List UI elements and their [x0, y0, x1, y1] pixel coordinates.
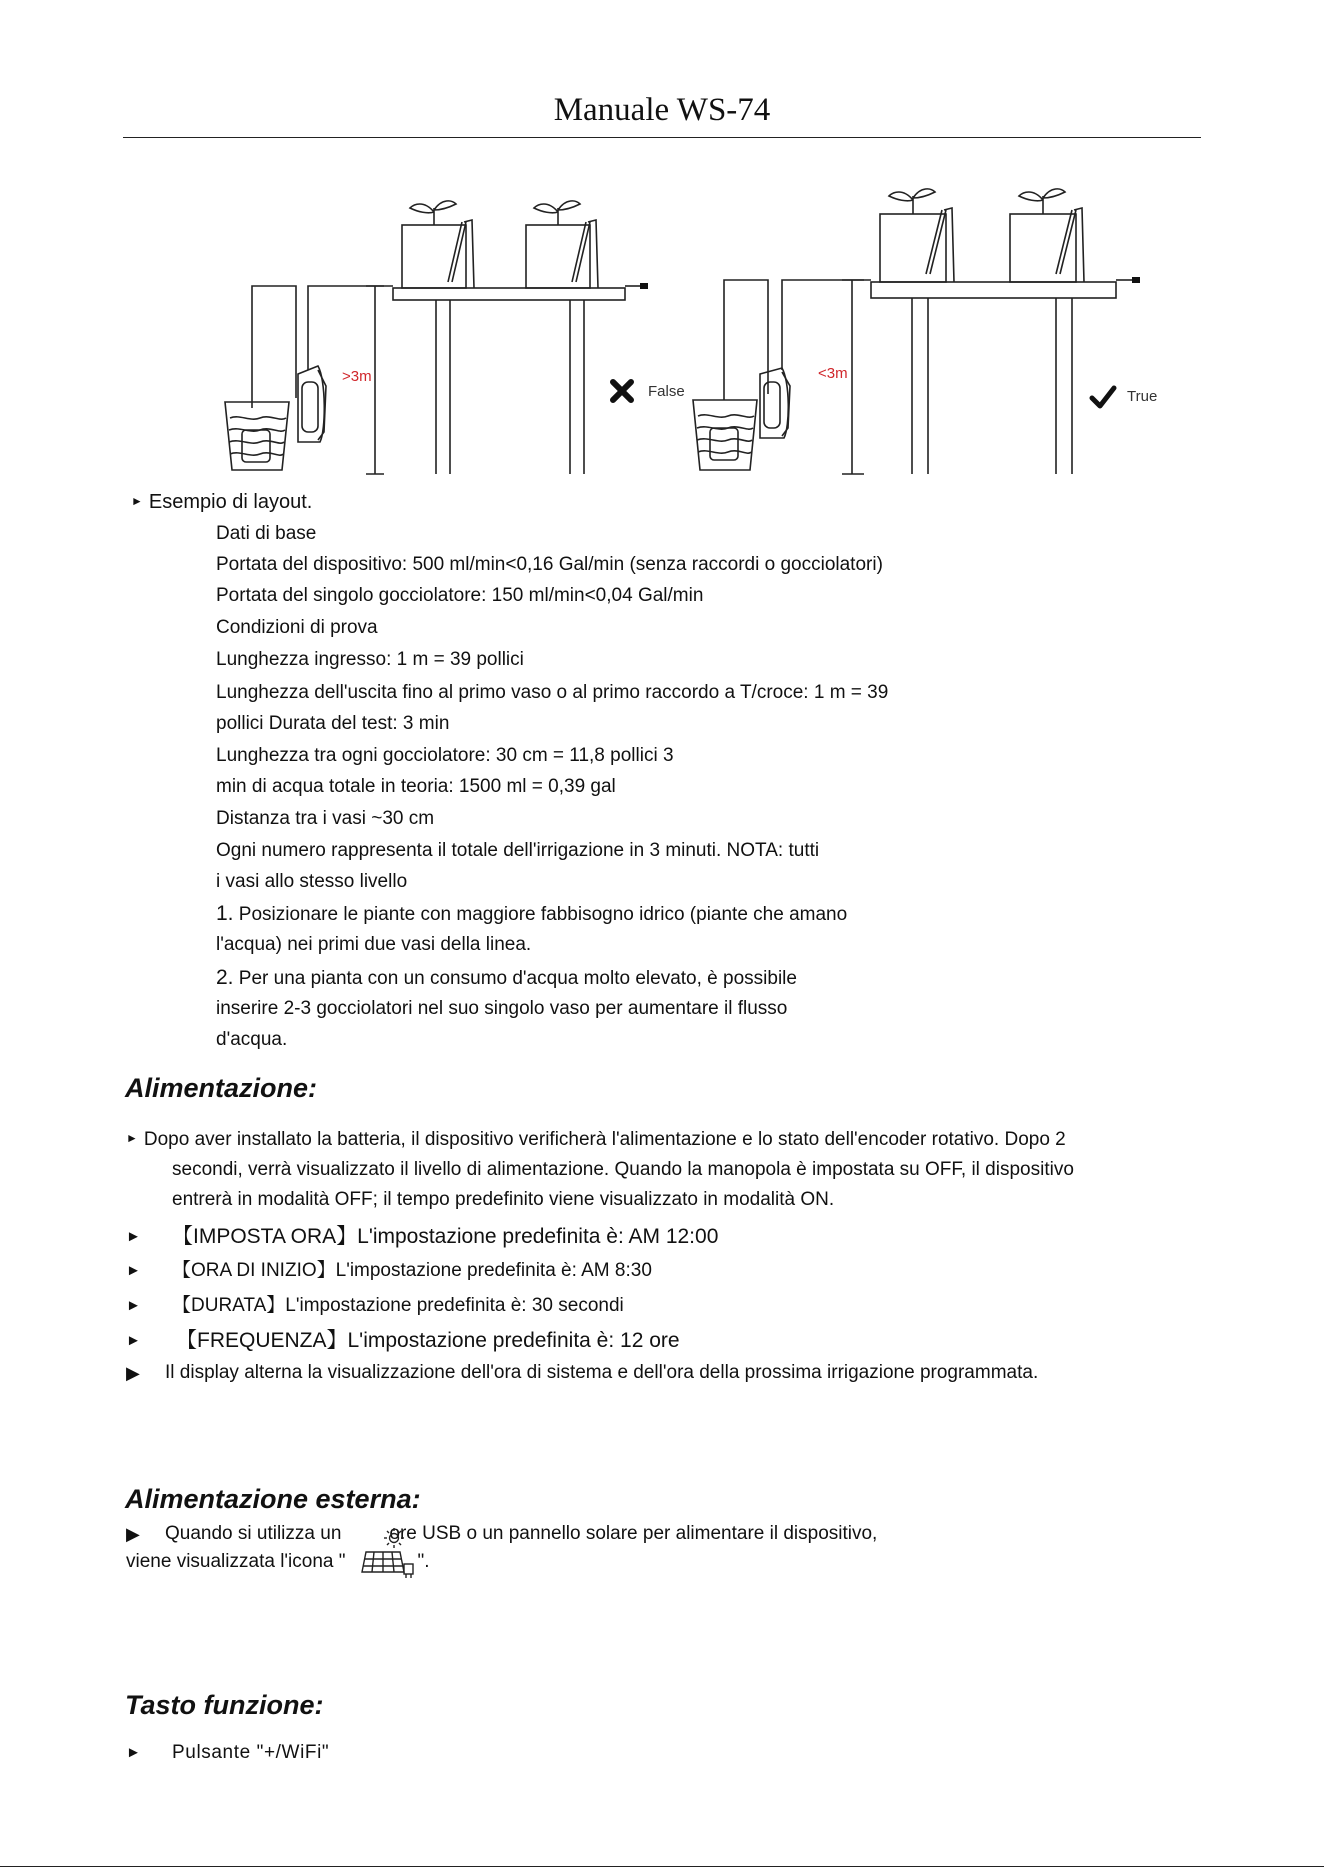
external-power-icon-line: viene visualizzata l'icona " ". — [126, 1551, 430, 1572]
triangle-bullet-icon: ▶ — [126, 1524, 140, 1544]
water-bucket-icon — [225, 402, 289, 470]
left-tubing — [252, 286, 640, 474]
power-paragraph-cont: secondi, verrà visualizzato il livello di alimentazione. Quando la manopola è impostata su OFF, il dispositivo — [172, 1159, 1074, 1180]
left-table — [393, 288, 625, 474]
info-line: Distanza tra i vasi ~30 cm — [216, 808, 435, 829]
solar-panel-icon — [358, 1526, 420, 1593]
tip-1-cont: l'acqua) nei primi due vasi della linea. — [216, 934, 532, 955]
triangle-bullet-icon: ► — [126, 1332, 141, 1349]
info-line: Lunghezza ingresso: 1 m = 39 pollici — [216, 649, 524, 670]
layout-example-bullet: ► Esempio di layout. — [131, 491, 313, 513]
info-line: Portata del singolo gocciolatore: 150 ml/min<0,04 Gal/min — [216, 585, 704, 606]
section-heading-power: Alimentazione: — [125, 1073, 318, 1103]
header-divider — [123, 137, 1201, 138]
footer-divider — [0, 1866, 1324, 1867]
section-heading-external-power: Alimentazione esterna: — [125, 1484, 421, 1514]
false-label: False — [648, 383, 685, 400]
tip-2-cont: inserire 2-3 gocciolatori nel suo singolo vaso per aumentare il flusso — [216, 998, 788, 1019]
section-heading-function-key: Tasto funzione: — [125, 1690, 324, 1720]
triangle-bullet-icon: ► — [126, 1228, 141, 1245]
right-drippers — [926, 208, 1084, 282]
layout-figure — [0, 170, 1324, 495]
left-height-label: >3m — [342, 368, 372, 385]
water-bucket-icon — [693, 400, 757, 470]
right-height-label: <3m — [818, 365, 848, 382]
triangle-bullet-icon: ► — [131, 494, 143, 508]
false-cross-icon — [613, 382, 631, 400]
right-table — [871, 282, 1116, 474]
right-pots — [880, 214, 1076, 282]
left-pots — [402, 225, 590, 288]
left-tube-end — [640, 283, 648, 289]
true-label: True — [1127, 388, 1158, 405]
info-line: Dati di base — [216, 523, 317, 544]
left-drippers — [448, 220, 598, 288]
triangle-bullet-icon: ► — [126, 1131, 138, 1145]
pump-device-icon — [760, 368, 790, 438]
plant-icon — [410, 201, 580, 225]
info-line: i vasi allo stesso livello — [216, 871, 408, 892]
triangle-bullet-icon: ► — [126, 1297, 141, 1314]
info-line: Portata del dispositivo: 500 ml/min<0,16 Gal/min (senza raccordi o gocciolatori) — [216, 554, 883, 575]
document-title: Manuale WS-74 — [553, 92, 771, 128]
info-line: pollici Durata del test: 3 min — [216, 713, 450, 734]
pump-device-icon — [298, 366, 326, 442]
info-line: Lunghezza dell'uscita fino al primo vaso o al primo raccordo a T/croce: 1 m = 39 — [216, 682, 889, 703]
power-paragraph: ► Dopo aver installato la batteria, il dispositivo verificherà l'alimentazione e lo stato dell'encoder rotativo. Dopo 2 — [126, 1129, 1066, 1150]
info-line: Lunghezza tra ogni gocciolatore: 30 cm = 11,8 pollici 3 — [216, 745, 674, 766]
triangle-bullet-icon: ► — [126, 1262, 141, 1279]
info-line: Condizioni di prova — [216, 617, 378, 638]
tip-2: 2. Per una pianta con un consumo d'acqua molto elevato, è possibile — [216, 966, 797, 989]
true-check-icon — [1092, 388, 1114, 406]
info-line: min di acqua totale in teoria: 1500 ml = 0,39 gal — [216, 776, 616, 797]
tip-1: 1. Posizionare le piante con maggiore fabbisogno idrico (piante che amano — [216, 902, 848, 925]
tip-2-cont: d'acqua. — [216, 1029, 288, 1050]
power-paragraph-cont: entrerà in modalità OFF; il tempo predefinito viene visualizzato in modalità ON. — [172, 1189, 835, 1210]
plant-icon — [889, 189, 1065, 214]
triangle-bullet-icon: ► — [126, 1744, 141, 1761]
info-line: Ogni numero rappresenta il totale dell'irrigazione in 3 minuti. NOTA: tutti — [216, 840, 820, 861]
triangle-bullet-icon: ▶ — [126, 1363, 140, 1383]
right-tube-end — [1132, 277, 1140, 283]
